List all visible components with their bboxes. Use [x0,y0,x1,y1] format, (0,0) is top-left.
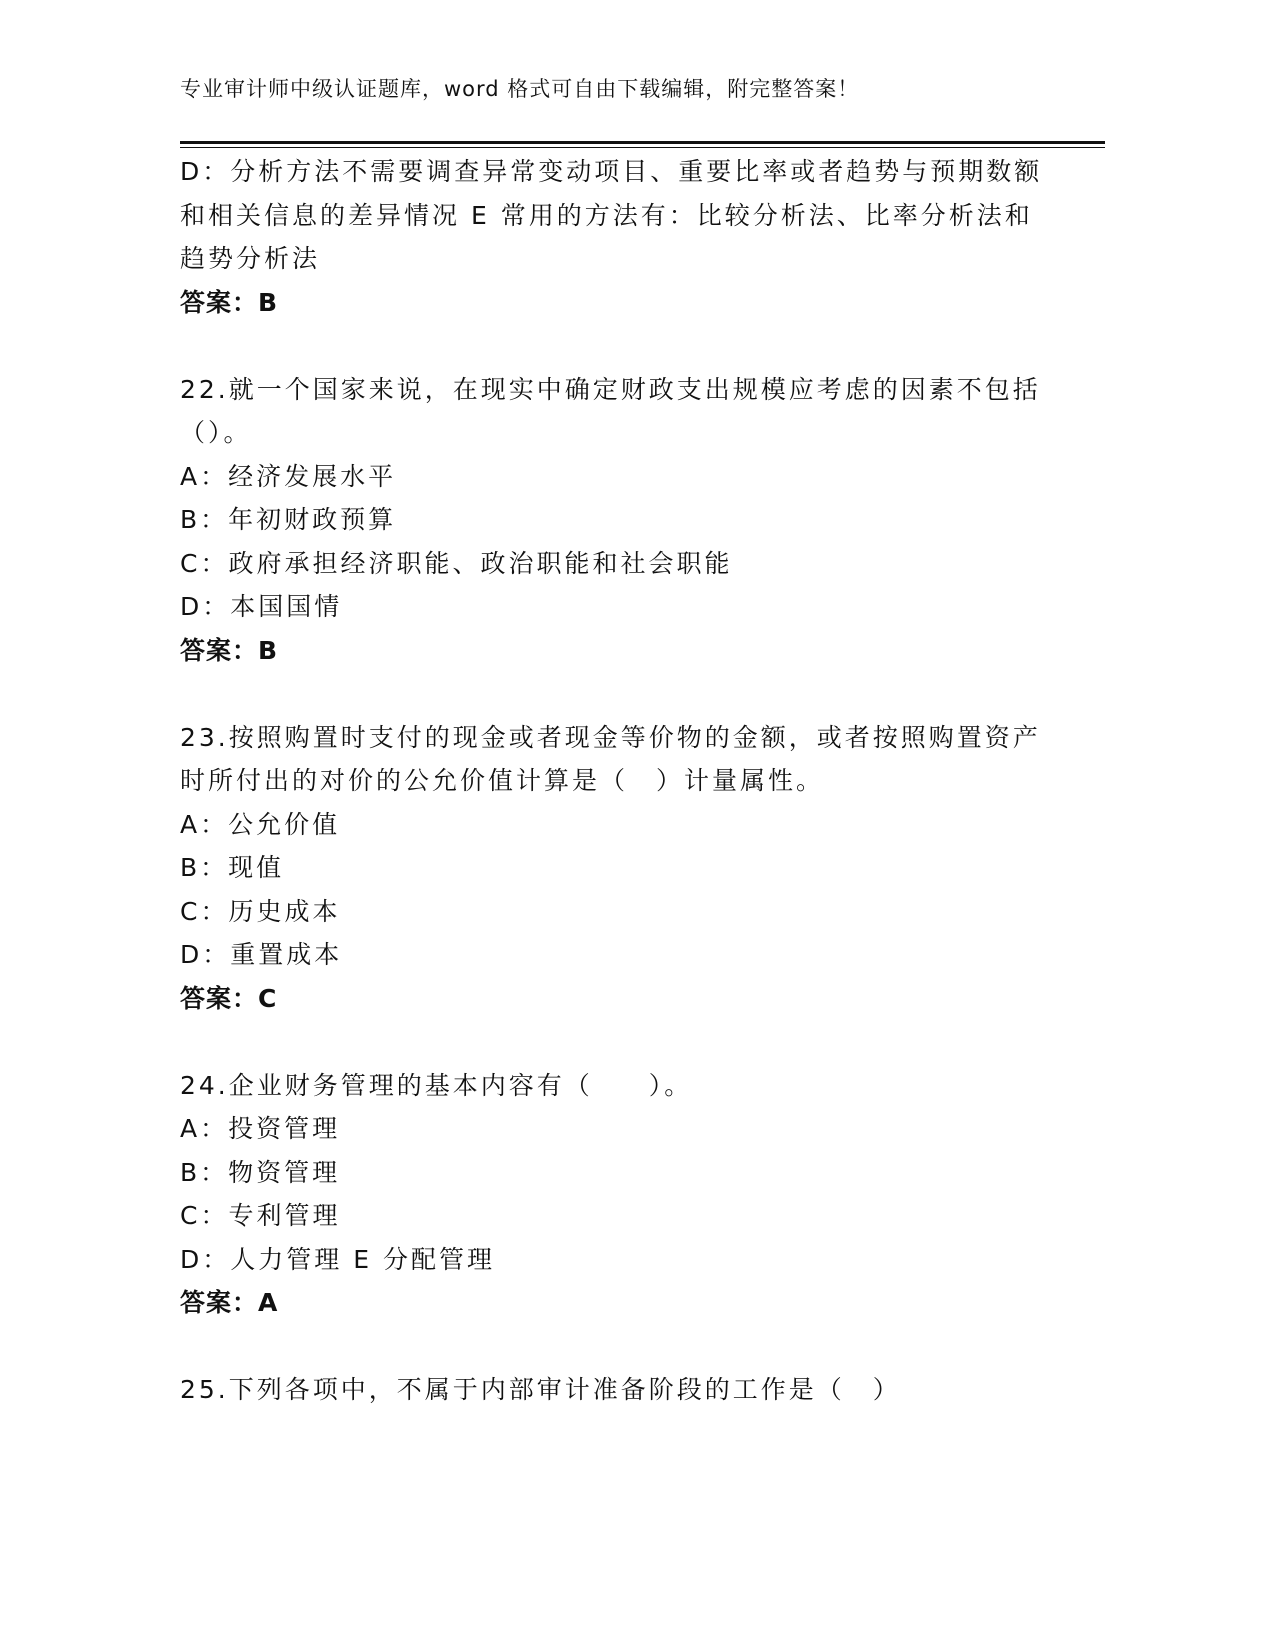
option-b: B：物资管理 [180,1157,341,1187]
page-header: 专业审计师中级认证题库，word 格式可自由下载编辑，附完整答案！ [180,77,860,101]
option-d: D：本国国情 [180,592,343,621]
question-23-text: 时所付出的对价的公允价值计算是（ ）计量属性。 [180,766,825,795]
question-content [180,150,1043,1412]
answer-21: 答案：B [180,287,279,317]
answer-24: 答案：A [180,1288,279,1317]
option-c: C：专利管理 [180,1201,341,1230]
option-a: A：投资管理 [180,1114,341,1143]
option-c: C：历史成本 [180,896,341,926]
spacer [180,1325,1030,1369]
option-d-line: 和相关信息的差异情况 E 常用的方法有：比较分析法、比率分析法和 [180,200,1033,230]
option-d-line: D：分析方法不需要调查异常变动项目、重要比率或者趋势与预期数额 [180,157,1043,186]
answer-22: 答案：B [180,635,279,665]
question-24-text: 24.企业财务管理的基本内容有（ ）。 [180,1070,693,1100]
option-a: A：经济发展水平 [180,461,397,491]
answer-23: 答案：C [180,983,278,1013]
spacer [180,1020,1030,1064]
spacer [180,672,1030,716]
question-22-text: 22.就一个国家来说，在现实中确定财政支出规模应考虑的因素不包括 [180,374,1041,404]
option-b: B：年初财政预算 [180,505,397,534]
option-d: D：重置成本 [180,940,343,969]
option-d-line: 趋势分析法 [180,244,321,273]
option-d: D：人力管理 E 分配管理 [180,1244,495,1274]
question-22-text: （）。 [180,418,252,447]
question-23-text: 23.按照购置时支付的现金或者现金等价物的金额，或者按照购置资产 [180,722,1041,752]
spacer [180,324,1030,368]
option-c: C：政府承担经济职能、政治职能和社会职能 [180,548,733,578]
option-a: A：公允价值 [180,809,341,839]
option-b: B：现值 [180,853,285,882]
header-rule [180,141,1105,148]
question-25-text: 25.下列各项中，不属于内部审计准备阶段的工作是（ ） [180,1375,901,1404]
